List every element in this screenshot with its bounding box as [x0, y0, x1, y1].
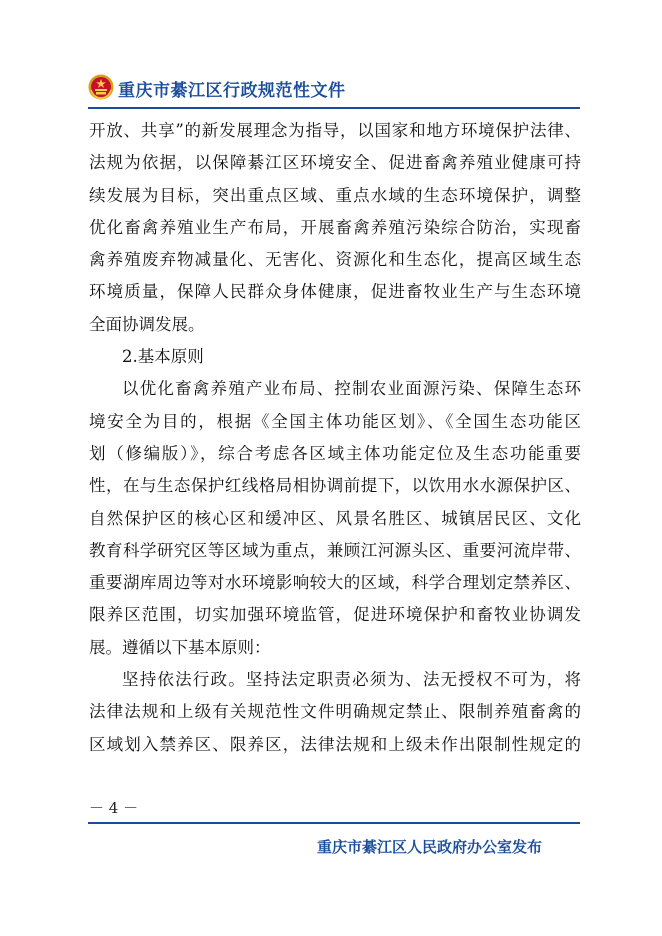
- body-line: 法规为依据，以保障綦江区环境安全、促进畜禽养殖业健康可持: [89, 153, 581, 173]
- document-header: [88, 70, 580, 106]
- section-heading: 2.基本原则: [122, 347, 204, 367]
- footer-divider: [88, 822, 580, 824]
- body-line: 境安全为目的，根据《全国主体功能区划》、《全国生态功能区: [89, 411, 581, 431]
- body-line: 续发展为目标，突出重点区域、重点水域的生态环境保护，调整: [89, 185, 581, 205]
- header-divider: [88, 107, 580, 109]
- body-line: 教育科学研究区等区域为重点，兼顾江河源头区、重要河流岸带、: [89, 540, 581, 560]
- body-line: 自然保护区的核心区和缓冲区、风景名胜区、城镇居民区、文化: [89, 508, 581, 528]
- national-emblem-icon: [88, 74, 114, 100]
- body-line: 限养区范围，切实加强环境监管，促进环境保护和畜牧业协调发: [89, 605, 581, 625]
- body-line: 坚持依法行政。坚持法定职责必须为、法无授权不可为，将: [122, 670, 581, 690]
- body-line: 以优化畜禽养殖产业布局、控制农业面源污染、保障生态环: [122, 379, 581, 399]
- body-line: 禽养殖废弃物减量化、无害化、资源化和生态化，提高区域生态: [89, 250, 581, 270]
- body-line: 区域划入禁养区、限养区，法律法规和上级未作出限制性规定的: [89, 734, 581, 754]
- body-line: 性，在与生态保护红线格局相协调前提下，以饮用水水源保护区、: [89, 476, 581, 496]
- body-line: 优化畜禽养殖业生产布局，开展畜禽养殖污染综合防治，实现畜: [89, 217, 581, 237]
- body-line: 重要湖库周边等对水环境影响较大的区域，科学合理划定禁养区、: [89, 573, 581, 593]
- document-body: [89, 115, 581, 761]
- body-line: 法律法规和上级有关规范性文件明确规定禁止、限制养殖畜禽的: [89, 702, 581, 722]
- body-line: 划（修编版）》，综合考虑各区域主体功能定位及生态功能重要: [89, 443, 581, 463]
- body-line: 环境质量，保障人民群众身体健康，促进畜牧业生产与生态环境: [89, 282, 581, 302]
- body-line: 全面协调发展。: [89, 314, 205, 334]
- footer-publisher: 重庆市綦江区人民政府办公室发布: [316, 838, 542, 856]
- body-line: 开放、共享”的新发展理念为指导，以国家和地方环境保护法律、: [89, 121, 581, 140]
- header-title: 重庆市綦江区行政规范性文件: [118, 81, 346, 101]
- page-number: － 4 －: [89, 799, 139, 817]
- body-line: 展。遵循以下基本原则：: [89, 637, 271, 657]
